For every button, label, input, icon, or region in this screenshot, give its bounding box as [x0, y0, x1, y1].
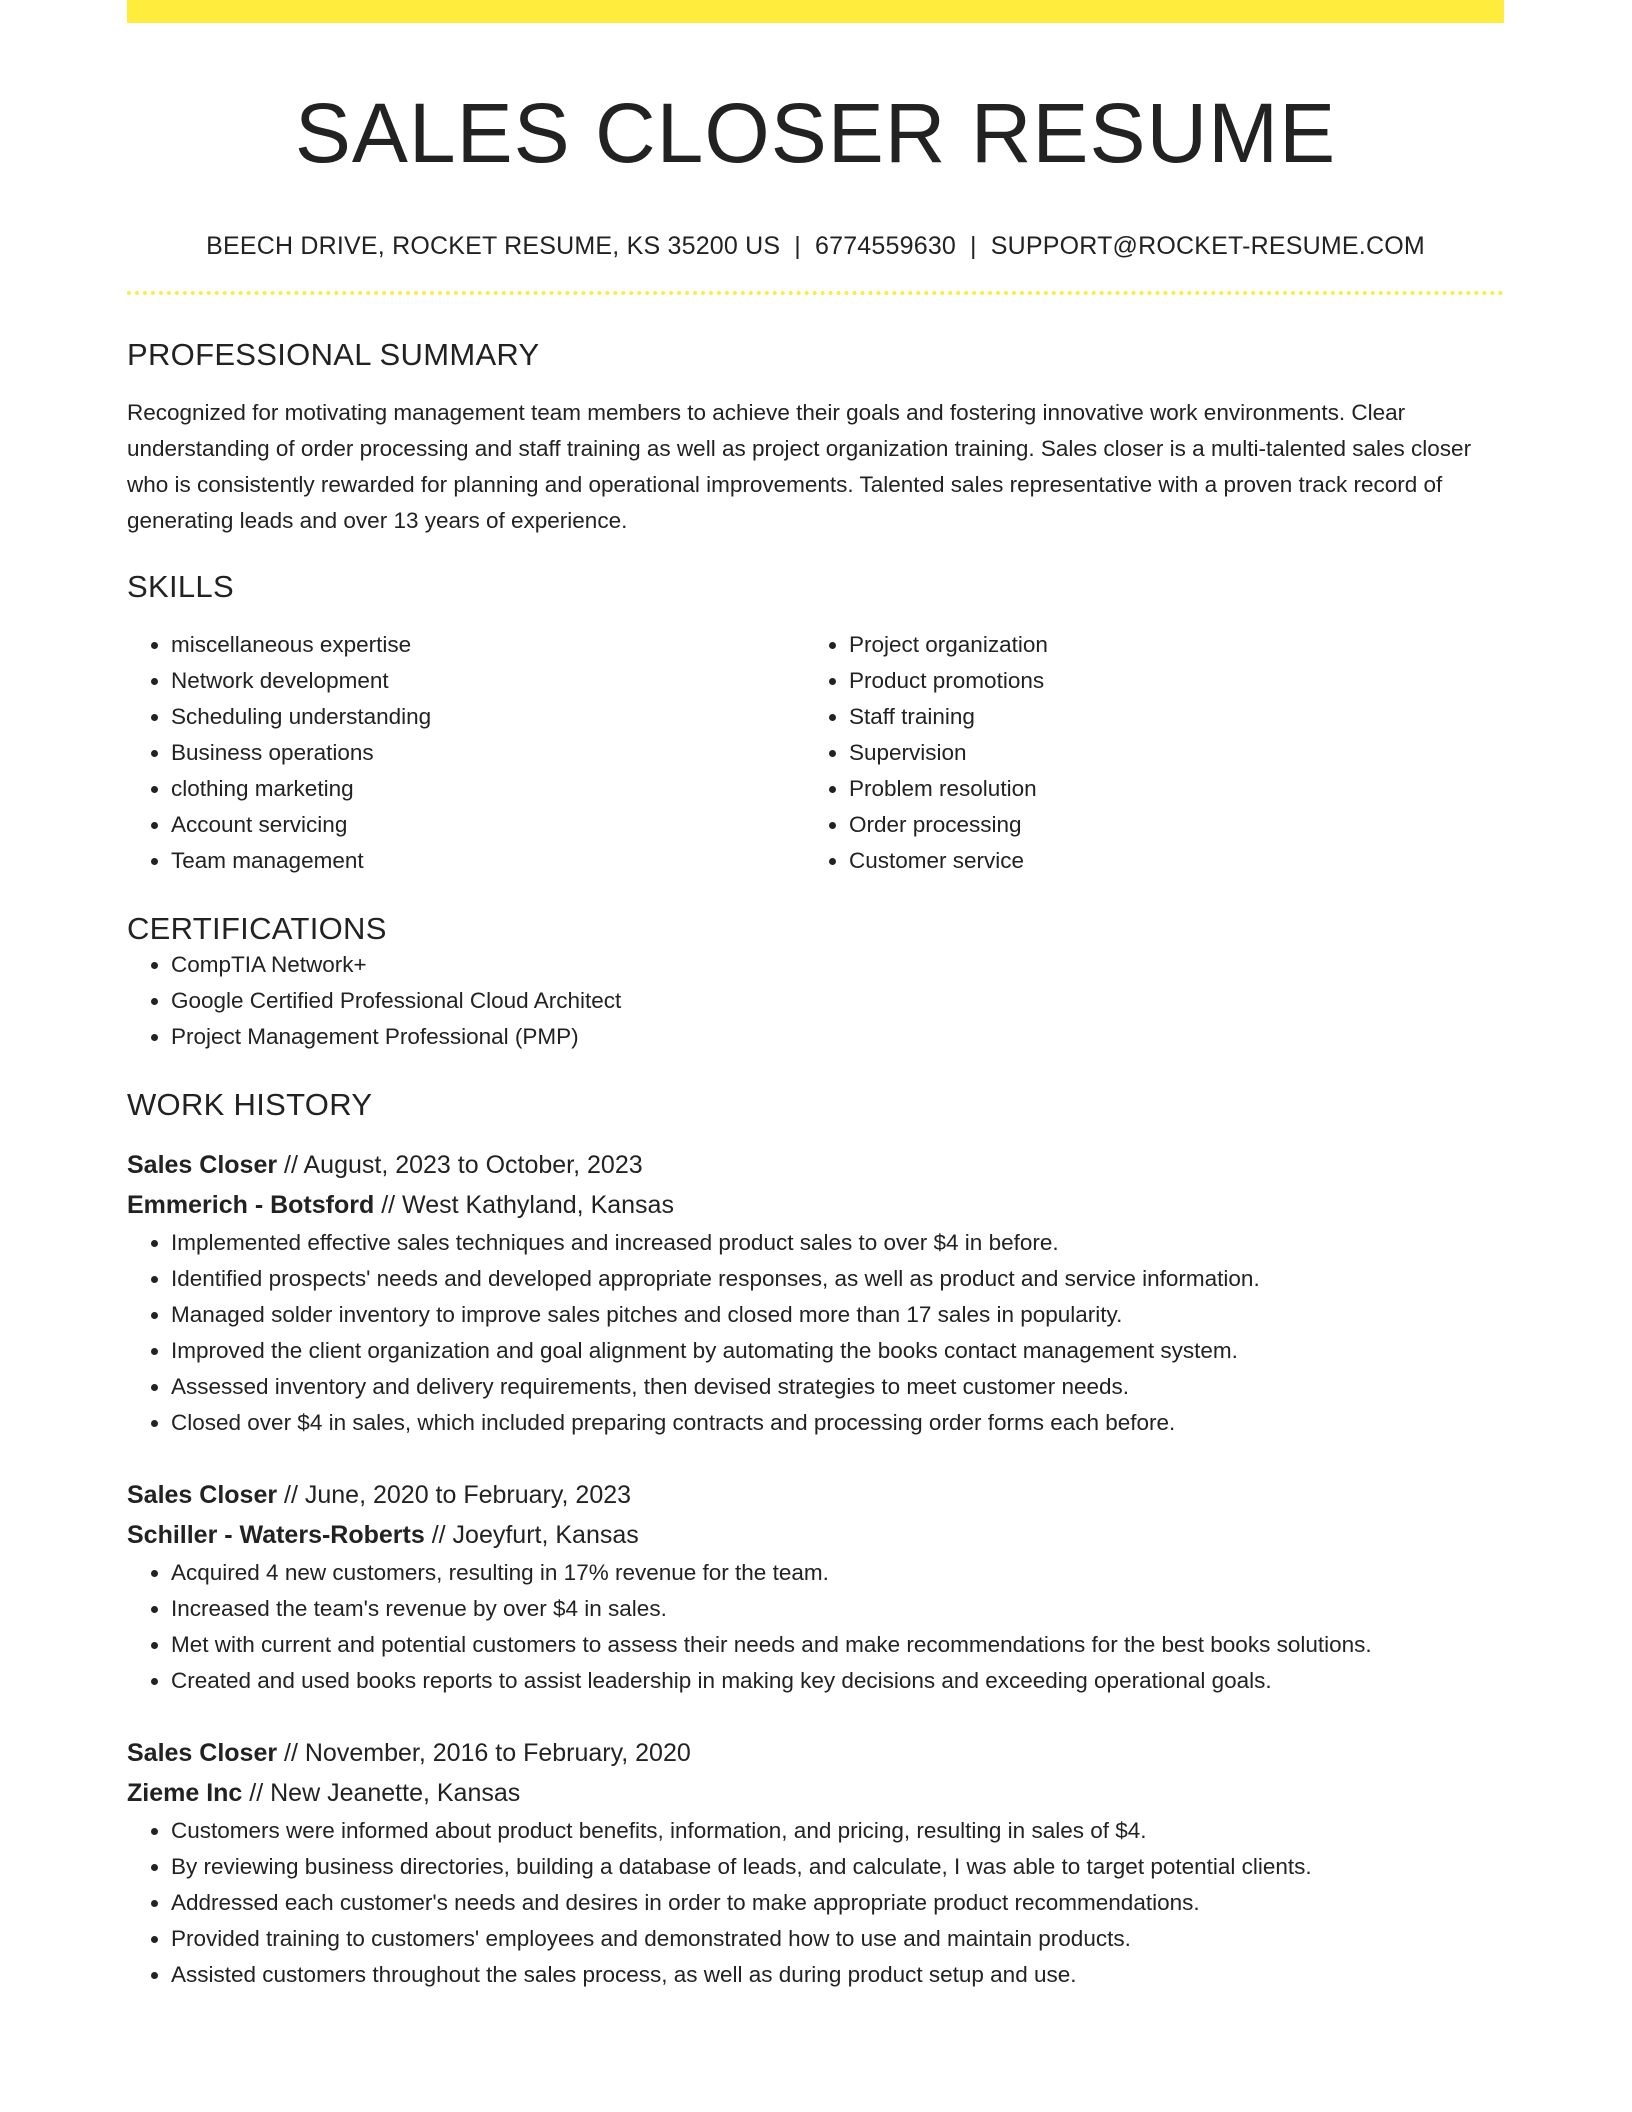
job-company: Zieme Inc	[127, 1778, 243, 1807]
accent-top-bar	[127, 0, 1504, 23]
skill-item: • Network development	[171, 663, 805, 699]
job-role: Sales Closer	[127, 1150, 278, 1179]
job-role: Sales Closer	[127, 1480, 278, 1509]
skills-column-left	[127, 627, 805, 879]
job-entry	[127, 1145, 1504, 1441]
job-title-line	[127, 1145, 1504, 1185]
job-bullets	[127, 1225, 1504, 1441]
skills-list-right	[805, 627, 1483, 879]
job-company: Schiller - Waters-Roberts	[127, 1520, 425, 1549]
job-location: // New Jeanette, Kansas	[242, 1778, 521, 1807]
job-company-line	[127, 1185, 1504, 1225]
address: BEECH DRIVE, ROCKET RESUME, KS 35200 US	[206, 231, 781, 260]
certification-item: • CompTIA Network+	[171, 947, 1504, 983]
resume-title: SALES CLOSER RESUME	[294, 86, 1337, 180]
job-bullets	[127, 1813, 1504, 1993]
skill-item: • Order processing	[849, 807, 1483, 843]
job-bullet: • Closed over $4 in sales, which included preparing contracts and processing order forms each before.	[171, 1405, 1504, 1441]
job-bullet: • By reviewing business directories, building a database of leads, and calculate, I was able to target potential clients.	[171, 1849, 1504, 1885]
resume-page	[127, 0, 1504, 2112]
job-dates: // November, 2016 to February, 2020	[277, 1738, 691, 1767]
contact-line	[127, 232, 1504, 261]
job-bullet: • Addressed each customer's needs and desires in order to make appropriate product recommendations.	[171, 1885, 1504, 1921]
job-location: // West Kathyland, Kansas	[374, 1190, 674, 1219]
job-dates: // August, 2023 to October, 2023	[277, 1150, 643, 1179]
summary-text: Recognized for motivating management team members to achieve their goals and fostering innovative work environments. Clear understanding of order processing and staff training as well as project organization training. Sales closer is a multi-talented sales closer who is consistently rewarded for planning and operational improvements. Talented sales representative with a proven track record of generating leads and over 13 years of experience.	[127, 399, 1472, 533]
certification-item: • Project Management Professional (PMP)	[171, 1019, 1504, 1055]
job-bullet: • Implemented effective sales techniques and increased product sales to over $4 in before.	[171, 1225, 1504, 1261]
job-bullet: • Increased the team's revenue by over $4 in sales.	[171, 1591, 1504, 1627]
job-bullet: • Provided training to customers' employees and demonstrated how to use and maintain products.	[171, 1921, 1504, 1957]
job-bullets	[127, 1555, 1504, 1699]
skills-heading: SKILLS	[127, 568, 234, 604]
job-bullet: • Created and used books reports to assist leadership in making key decisions and exceeding operational goals.	[171, 1663, 1504, 1699]
job-location: // Joeyfurt, Kansas	[424, 1520, 639, 1549]
skill-item: • clothing marketing	[171, 771, 805, 807]
job-bullet: • Met with current and potential customers to assess their needs and make recommendations for the best books solutions.	[171, 1627, 1504, 1663]
job-entry	[127, 1475, 1504, 1699]
job-bullet: • Assessed inventory and delivery requirements, then devised strategies to meet customer needs.	[171, 1369, 1504, 1405]
skill-item: • Problem resolution	[849, 771, 1483, 807]
skill-item: • miscellaneous expertise	[171, 627, 805, 663]
certifications-heading: CERTIFICATIONS	[127, 910, 387, 946]
contact-separator: |	[970, 231, 977, 260]
email[interactable]: SUPPORT@ROCKET-RESUME.COM	[990, 231, 1425, 260]
certifications-list	[127, 947, 1504, 1055]
skill-item: • Staff training	[849, 699, 1483, 735]
job-title-line	[127, 1733, 1504, 1773]
skill-item: • Account servicing	[171, 807, 805, 843]
work-history-heading: WORK HISTORY	[127, 1086, 373, 1122]
job-dates: // June, 2020 to February, 2023	[277, 1480, 632, 1509]
skill-item: • Customer service	[849, 843, 1483, 879]
skill-item: • Team management	[171, 843, 805, 879]
job-bullet: • Acquired 4 new customers, resulting in 17% revenue for the team.	[171, 1555, 1504, 1591]
skill-item: • Supervision	[849, 735, 1483, 771]
certification-item: • Google Certified Professional Cloud Architect	[171, 983, 1504, 1019]
job-bullet: • Managed solder inventory to improve sales pitches and closed more than 17 sales in popularity.	[171, 1297, 1504, 1333]
job-company: Emmerich - Botsford	[127, 1190, 375, 1219]
job-entry	[127, 1733, 1504, 1993]
skill-item: • Project organization	[849, 627, 1483, 663]
job-company-line	[127, 1515, 1504, 1555]
skill-item: • Scheduling understanding	[171, 699, 805, 735]
skills-column-right	[805, 627, 1483, 879]
job-company-line	[127, 1773, 1504, 1813]
contact-separator: |	[794, 231, 801, 260]
job-role: Sales Closer	[127, 1738, 278, 1767]
job-bullet: • Identified prospects' needs and developed appropriate responses, as well as product and service information.	[171, 1261, 1504, 1297]
skill-item: • Business operations	[171, 735, 805, 771]
skill-item: • Product promotions	[849, 663, 1483, 699]
phone: 6774559630	[815, 231, 957, 260]
summary-heading: PROFESSIONAL SUMMARY	[127, 336, 540, 372]
skills-list-left	[127, 627, 805, 879]
skills-columns	[127, 627, 1504, 879]
job-bullet: • Assisted customers throughout the sales process, as well as during product setup and use.	[171, 1957, 1504, 1993]
job-bullet: • Improved the client organization and goal alignment by automating the books contact management system.	[171, 1333, 1504, 1369]
dotted-divider	[127, 291, 1504, 295]
job-title-line	[127, 1475, 1504, 1515]
job-bullet: • Customers were informed about product benefits, information, and pricing, resulting in sales of $4.	[171, 1813, 1504, 1849]
